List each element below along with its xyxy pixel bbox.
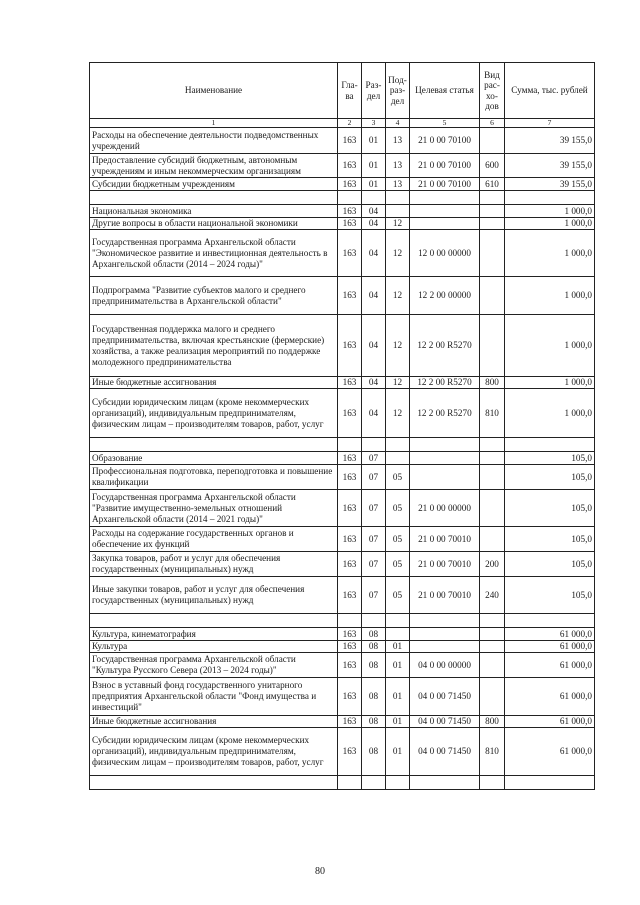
section-cell: 07 bbox=[362, 465, 386, 490]
header-name: Наименование bbox=[90, 63, 338, 119]
empty-cell bbox=[362, 438, 386, 452]
target-item-cell: 12 0 00 00000 bbox=[410, 230, 480, 277]
section-cell: 07 bbox=[362, 552, 386, 577]
empty-cell bbox=[480, 438, 505, 452]
target-item-cell: 04 0 00 71450 bbox=[410, 716, 480, 728]
subsection-cell: 05 bbox=[386, 552, 410, 577]
subsection-cell: 01 bbox=[386, 653, 410, 678]
chapter-cell: 163 bbox=[338, 315, 362, 377]
chapter-cell: 163 bbox=[338, 230, 362, 277]
chapter-cell: 163 bbox=[338, 490, 362, 527]
expense-type-cell: 810 bbox=[480, 389, 505, 438]
table-row bbox=[90, 154, 595, 178]
amount-cell: 61 000,0 bbox=[505, 628, 595, 641]
table-row bbox=[90, 452, 595, 465]
table-row bbox=[90, 728, 595, 776]
empty-cell bbox=[386, 438, 410, 452]
section-cell: 01 bbox=[362, 178, 386, 191]
subsection-cell: 12 bbox=[386, 389, 410, 438]
amount-cell: 105,0 bbox=[505, 577, 595, 614]
header-podrazdel: Под-раз-дел bbox=[386, 63, 410, 119]
empty-cell bbox=[90, 776, 338, 790]
table-body bbox=[90, 128, 595, 790]
row-name-cell: Культура, кинематография bbox=[90, 628, 338, 641]
table-row bbox=[90, 178, 595, 191]
amount-cell: 105,0 bbox=[505, 527, 595, 552]
target-item-cell bbox=[410, 205, 480, 218]
empty-cell bbox=[90, 438, 338, 452]
subsection-cell bbox=[386, 452, 410, 465]
target-item-cell bbox=[410, 452, 480, 465]
chapter-cell: 163 bbox=[338, 377, 362, 389]
table-row bbox=[90, 230, 595, 277]
row-name-cell: Расходы на обеспечение деятельности подведомственных учреждений bbox=[90, 128, 338, 154]
column-number-row bbox=[90, 119, 595, 128]
expense-type-cell bbox=[480, 205, 505, 218]
table-row bbox=[90, 205, 595, 218]
subsection-cell: 05 bbox=[386, 465, 410, 490]
empty-cell bbox=[505, 776, 595, 790]
empty-cell bbox=[90, 191, 338, 205]
empty-cell bbox=[480, 776, 505, 790]
target-item-cell: 21 0 00 70010 bbox=[410, 552, 480, 577]
spacer-row bbox=[90, 438, 595, 452]
spacer-row bbox=[90, 776, 595, 790]
target-item-cell: 04 0 00 71450 bbox=[410, 728, 480, 776]
empty-cell bbox=[338, 438, 362, 452]
chapter-cell: 163 bbox=[338, 527, 362, 552]
col-number: 5 bbox=[410, 119, 480, 128]
empty-cell bbox=[410, 614, 480, 628]
row-name-cell: Государственная программа Архангельской области "Развитие имущественно-земельных отношений Архангельской области (2014 – 2021 годы)" bbox=[90, 490, 338, 527]
header-target: Целевая статья bbox=[410, 63, 480, 119]
table-row bbox=[90, 490, 595, 527]
expense-type-cell bbox=[480, 277, 505, 315]
table-row bbox=[90, 315, 595, 377]
section-cell: 08 bbox=[362, 678, 386, 716]
chapter-cell: 163 bbox=[338, 728, 362, 776]
row-name-cell: Субсидии бюджетным учреждениям bbox=[90, 178, 338, 191]
chapter-cell: 163 bbox=[338, 641, 362, 653]
subsection-cell: 12 bbox=[386, 218, 410, 230]
subsection-cell: 05 bbox=[386, 527, 410, 552]
section-cell: 07 bbox=[362, 527, 386, 552]
subsection-cell: 12 bbox=[386, 377, 410, 389]
expense-type-cell bbox=[480, 490, 505, 527]
expense-type-cell bbox=[480, 527, 505, 552]
target-item-cell: 21 0 00 70010 bbox=[410, 577, 480, 614]
row-name-cell: Субсидии юридическим лицам (кроме некоммерческих организаций), индивидуальным предпринимателям, физическим лицам – производителям товаров, работ, услуг bbox=[90, 389, 338, 438]
section-cell: 08 bbox=[362, 653, 386, 678]
target-item-cell bbox=[410, 465, 480, 490]
target-item-cell bbox=[410, 218, 480, 230]
amount-cell: 1 000,0 bbox=[505, 230, 595, 277]
amount-cell: 1 000,0 bbox=[505, 377, 595, 389]
expense-type-cell: 200 bbox=[480, 552, 505, 577]
expense-type-cell bbox=[480, 641, 505, 653]
row-name-cell: Взнос в уставный фонд государственного унитарного предприятия Архангельской области "Фонд имущества и инвестиций" bbox=[90, 678, 338, 716]
expense-type-cell bbox=[480, 128, 505, 154]
subsection-cell: 05 bbox=[386, 490, 410, 527]
section-cell: 07 bbox=[362, 577, 386, 614]
target-item-cell: 04 0 00 00000 bbox=[410, 653, 480, 678]
empty-cell bbox=[338, 776, 362, 790]
table-row bbox=[90, 552, 595, 577]
subsection-cell: 01 bbox=[386, 728, 410, 776]
table-row bbox=[90, 577, 595, 614]
subsection-cell: 13 bbox=[386, 178, 410, 191]
table-row bbox=[90, 377, 595, 389]
table-row bbox=[90, 641, 595, 653]
subsection-cell: 01 bbox=[386, 716, 410, 728]
target-item-cell: 21 0 00 70100 bbox=[410, 178, 480, 191]
empty-cell bbox=[480, 191, 505, 205]
amount-cell: 1 000,0 bbox=[505, 389, 595, 438]
table-row bbox=[90, 389, 595, 438]
spacer-row bbox=[90, 614, 595, 628]
expense-type-cell: 800 bbox=[480, 377, 505, 389]
row-name-cell: Образование bbox=[90, 452, 338, 465]
empty-cell bbox=[480, 614, 505, 628]
chapter-cell: 163 bbox=[338, 452, 362, 465]
row-name-cell: Иные закупки товаров, работ и услуг для обеспечения государственных (муниципальных) нужд bbox=[90, 577, 338, 614]
target-item-cell: 21 0 00 00000 bbox=[410, 490, 480, 527]
expense-type-cell: 800 bbox=[480, 716, 505, 728]
amount-cell: 61 000,0 bbox=[505, 728, 595, 776]
section-cell: 04 bbox=[362, 389, 386, 438]
amount-cell: 105,0 bbox=[505, 552, 595, 577]
empty-cell bbox=[362, 776, 386, 790]
table-row bbox=[90, 527, 595, 552]
col-number: 2 bbox=[338, 119, 362, 128]
header-razdel: Раз-дел bbox=[362, 63, 386, 119]
expense-type-cell bbox=[480, 230, 505, 277]
col-number: 4 bbox=[386, 119, 410, 128]
chapter-cell: 163 bbox=[338, 128, 362, 154]
empty-cell bbox=[410, 776, 480, 790]
target-item-cell: 12 2 00 R5270 bbox=[410, 377, 480, 389]
header-row bbox=[90, 63, 595, 119]
section-cell: 08 bbox=[362, 728, 386, 776]
section-cell: 01 bbox=[362, 154, 386, 178]
amount-cell: 61 000,0 bbox=[505, 641, 595, 653]
section-cell: 08 bbox=[362, 628, 386, 641]
expense-type-cell bbox=[480, 653, 505, 678]
amount-cell: 1 000,0 bbox=[505, 315, 595, 377]
section-cell: 01 bbox=[362, 128, 386, 154]
subsection-cell: 13 bbox=[386, 154, 410, 178]
table-row bbox=[90, 218, 595, 230]
expense-type-cell bbox=[480, 628, 505, 641]
empty-cell bbox=[362, 614, 386, 628]
expense-type-cell: 810 bbox=[480, 728, 505, 776]
amount-cell: 39 155,0 bbox=[505, 154, 595, 178]
target-item-cell bbox=[410, 628, 480, 641]
section-cell: 07 bbox=[362, 452, 386, 465]
chapter-cell: 163 bbox=[338, 628, 362, 641]
page-number: 80 bbox=[315, 866, 325, 877]
section-cell: 04 bbox=[362, 315, 386, 377]
chapter-cell: 163 bbox=[338, 552, 362, 577]
chapter-cell: 163 bbox=[338, 205, 362, 218]
chapter-cell: 163 bbox=[338, 154, 362, 178]
subsection-cell bbox=[386, 205, 410, 218]
section-cell: 04 bbox=[362, 230, 386, 277]
table-row bbox=[90, 716, 595, 728]
empty-cell bbox=[410, 438, 480, 452]
empty-cell bbox=[505, 438, 595, 452]
empty-cell bbox=[338, 191, 362, 205]
subsection-cell: 12 bbox=[386, 277, 410, 315]
section-cell: 04 bbox=[362, 218, 386, 230]
row-name-cell: Иные бюджетные ассигнования bbox=[90, 377, 338, 389]
header-glava: Гла-ва bbox=[338, 63, 362, 119]
amount-cell: 61 000,0 bbox=[505, 716, 595, 728]
table-row bbox=[90, 277, 595, 315]
expense-type-cell: 240 bbox=[480, 577, 505, 614]
target-item-cell: 12 2 00 00000 bbox=[410, 277, 480, 315]
table-row bbox=[90, 128, 595, 154]
target-item-cell: 21 0 00 70100 bbox=[410, 154, 480, 178]
expense-type-cell bbox=[480, 452, 505, 465]
row-name-cell: Подпрограмма "Развитие субъектов малого и среднего предпринимательства в Архангельской области" bbox=[90, 277, 338, 315]
row-name-cell: Государственная поддержка малого и среднего предпринимательства, включая крестьянские (фермерские) хозяйства, а также реализация мероприятий по поддержке молодежного предпринимательства bbox=[90, 315, 338, 377]
row-name-cell: Государственная программа Архангельской области "Экономическое развитие и инвестиционная деятельность в Архангельской области (2014 – 2024 годы)" bbox=[90, 230, 338, 277]
chapter-cell: 163 bbox=[338, 178, 362, 191]
section-cell: 04 bbox=[362, 277, 386, 315]
target-item-cell: 04 0 00 71450 bbox=[410, 678, 480, 716]
amount-cell: 105,0 bbox=[505, 452, 595, 465]
chapter-cell: 163 bbox=[338, 678, 362, 716]
section-cell: 08 bbox=[362, 641, 386, 653]
row-name-cell: Субсидии юридическим лицам (кроме некоммерческих организаций), индивидуальным предпринимателям, физическим лицам – производителям товаров, работ, услуг bbox=[90, 728, 338, 776]
table-row bbox=[90, 653, 595, 678]
target-item-cell: 12 2 00 R5270 bbox=[410, 315, 480, 377]
chapter-cell: 163 bbox=[338, 465, 362, 490]
table-row bbox=[90, 628, 595, 641]
table-row bbox=[90, 465, 595, 490]
amount-cell: 61 000,0 bbox=[505, 653, 595, 678]
budget-table bbox=[89, 62, 595, 790]
empty-cell bbox=[505, 614, 595, 628]
header-vid: Вид рас-хо-дов bbox=[480, 63, 505, 119]
expense-type-cell: 600 bbox=[480, 154, 505, 178]
row-name-cell: Профессиональная подготовка, переподготовка и повышение квалификации bbox=[90, 465, 338, 490]
expense-type-cell bbox=[480, 678, 505, 716]
amount-cell: 105,0 bbox=[505, 465, 595, 490]
target-item-cell: 21 0 00 70100 bbox=[410, 128, 480, 154]
subsection-cell: 05 bbox=[386, 577, 410, 614]
amount-cell: 105,0 bbox=[505, 490, 595, 527]
row-name-cell: Закупка товаров, работ и услуг для обеспечения государственных (муниципальных) нужд bbox=[90, 552, 338, 577]
chapter-cell: 163 bbox=[338, 716, 362, 728]
row-name-cell: Расходы на содержание государственных органов и обеспечение их функций bbox=[90, 527, 338, 552]
empty-cell bbox=[386, 614, 410, 628]
empty-cell bbox=[386, 776, 410, 790]
section-cell: 04 bbox=[362, 377, 386, 389]
row-name-cell: Иные бюджетные ассигнования bbox=[90, 716, 338, 728]
empty-cell bbox=[338, 614, 362, 628]
row-name-cell: Государственная программа Архангельской области "Культура Русского Севера (2013 – 2024 годы)" bbox=[90, 653, 338, 678]
header-sum: Сумма, тыс. рублей bbox=[505, 63, 595, 119]
subsection-cell: 12 bbox=[386, 315, 410, 377]
row-name-cell: Другие вопросы в области национальной экономики bbox=[90, 218, 338, 230]
row-name-cell: Национальная экономика bbox=[90, 205, 338, 218]
subsection-cell: 01 bbox=[386, 641, 410, 653]
expense-type-cell bbox=[480, 315, 505, 377]
chapter-cell: 163 bbox=[338, 577, 362, 614]
amount-cell: 39 155,0 bbox=[505, 128, 595, 154]
col-number: 1 bbox=[90, 119, 338, 128]
amount-cell: 39 155,0 bbox=[505, 178, 595, 191]
chapter-cell: 163 bbox=[338, 218, 362, 230]
subsection-cell bbox=[386, 628, 410, 641]
empty-cell bbox=[362, 191, 386, 205]
table-row bbox=[90, 678, 595, 716]
target-item-cell: 21 0 00 70010 bbox=[410, 527, 480, 552]
chapter-cell: 163 bbox=[338, 389, 362, 438]
target-item-cell: 12 2 00 R5270 bbox=[410, 389, 480, 438]
subsection-cell: 12 bbox=[386, 230, 410, 277]
section-cell: 08 bbox=[362, 716, 386, 728]
empty-cell bbox=[386, 191, 410, 205]
empty-cell bbox=[90, 614, 338, 628]
section-cell: 07 bbox=[362, 490, 386, 527]
row-name-cell: Культура bbox=[90, 641, 338, 653]
subsection-cell: 01 bbox=[386, 678, 410, 716]
chapter-cell: 163 bbox=[338, 277, 362, 315]
empty-cell bbox=[410, 191, 480, 205]
expense-type-cell: 610 bbox=[480, 178, 505, 191]
target-item-cell bbox=[410, 641, 480, 653]
chapter-cell: 163 bbox=[338, 653, 362, 678]
amount-cell: 61 000,0 bbox=[505, 678, 595, 716]
subsection-cell: 13 bbox=[386, 128, 410, 154]
amount-cell: 1 000,0 bbox=[505, 205, 595, 218]
amount-cell: 1 000,0 bbox=[505, 218, 595, 230]
section-cell: 04 bbox=[362, 205, 386, 218]
col-number: 3 bbox=[362, 119, 386, 128]
spacer-row bbox=[90, 191, 595, 205]
empty-cell bbox=[505, 191, 595, 205]
amount-cell: 1 000,0 bbox=[505, 277, 595, 315]
expense-type-cell bbox=[480, 218, 505, 230]
row-name-cell: Предоставление субсидий бюджетным, автономным учреждениям и иным некоммерческим организациям bbox=[90, 154, 338, 178]
col-number: 6 bbox=[480, 119, 505, 128]
col-number: 7 bbox=[505, 119, 595, 128]
expense-type-cell bbox=[480, 465, 505, 490]
